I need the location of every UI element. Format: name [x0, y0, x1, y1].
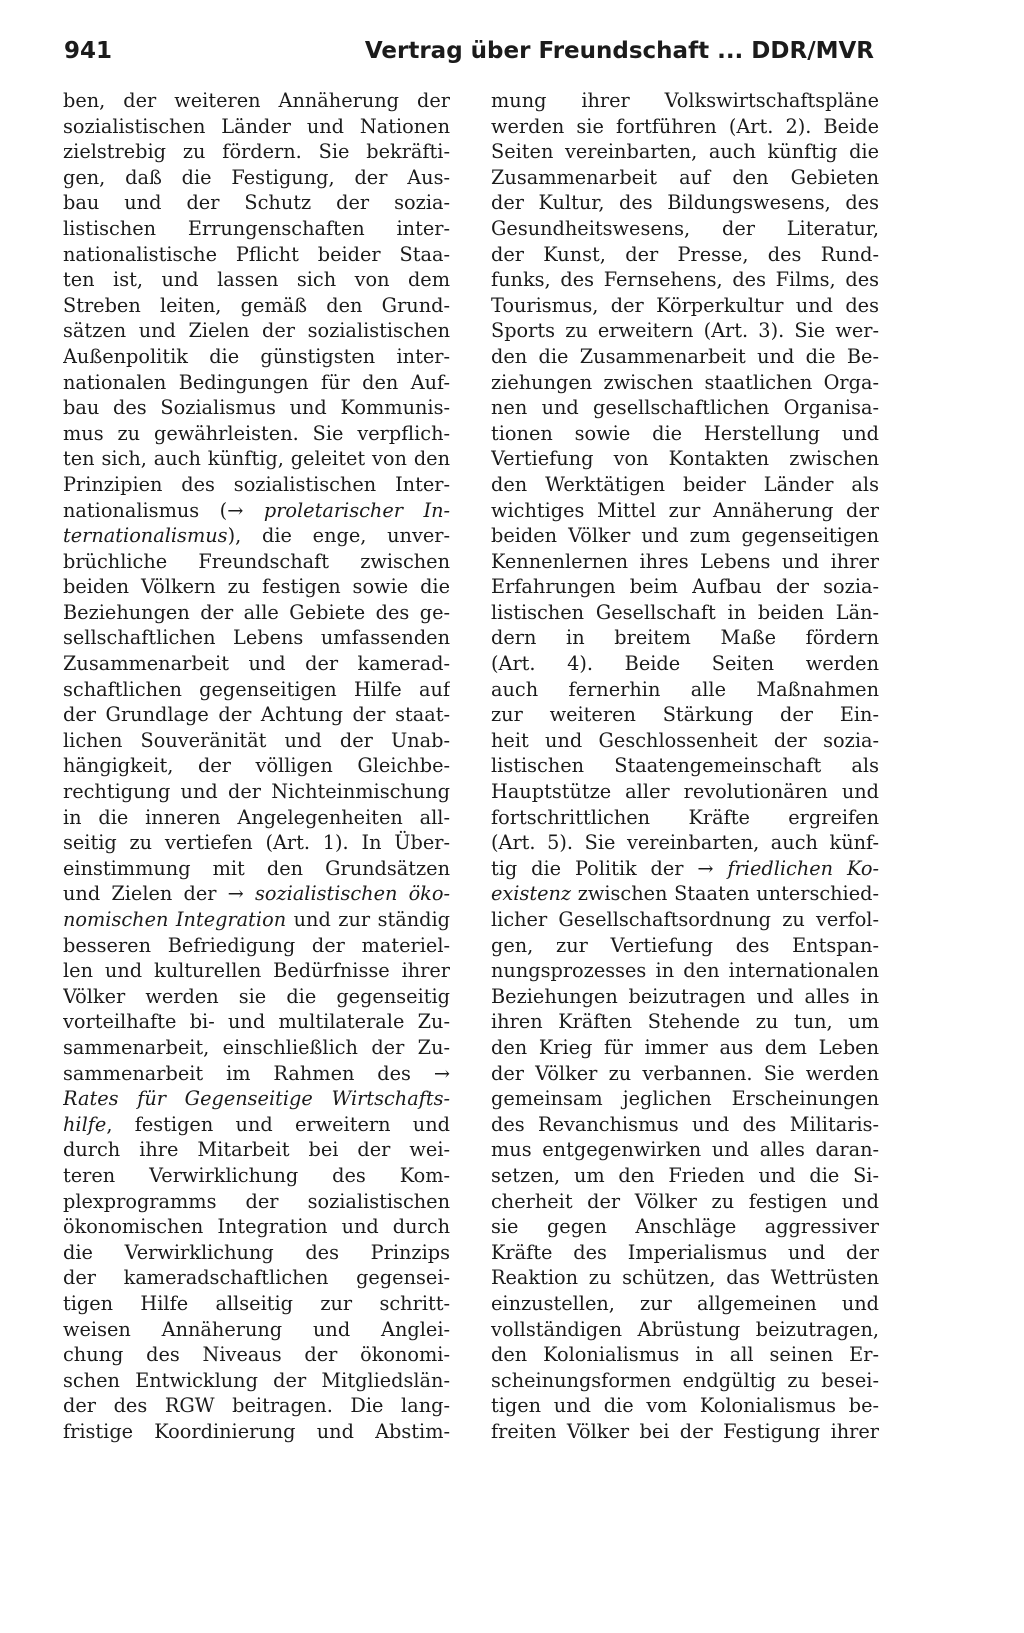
line-text: einzustellen, zur allgemeinen und	[491, 1291, 879, 1315]
text-line	[491, 1061, 879, 1087]
text-line	[491, 472, 879, 498]
line-text: setzen, um den Frieden und die Si-	[491, 1163, 879, 1187]
line-text: hängigkeit, der völligen Gleichbe-	[63, 754, 450, 778]
text-line	[491, 958, 879, 984]
text-line	[491, 1189, 879, 1215]
line-text: beiden Völkern zu festigen sowie die	[63, 575, 450, 599]
text-line	[63, 1317, 450, 1343]
text-line	[63, 984, 450, 1010]
line-text: Zusammenarbeit und der kamerad-	[63, 652, 450, 676]
text-line	[63, 216, 450, 242]
line-text: fristige Koordinierung und Abstim-	[63, 1419, 450, 1443]
text-line	[491, 881, 879, 907]
line-text: der Grundlage der Achtung der staat-	[63, 703, 450, 727]
line-text: Sports zu erweitern (Art. 3). Sie wer-	[491, 319, 879, 343]
text-line	[63, 1163, 450, 1189]
text-line	[491, 1112, 879, 1138]
text-line	[491, 1240, 879, 1266]
line-text: len und kulturellen Bedürfnisse ihrer	[63, 959, 450, 983]
line-text: tig die Politik der	[491, 856, 698, 880]
line-text: Außenpolitik die günstigsten inter-	[63, 344, 450, 368]
line-text: mung ihrer Volkswirtschaftspläne	[491, 89, 879, 112]
line-text: gen, zur Vertiefung des Entspan-	[491, 933, 879, 957]
text-line	[63, 1214, 450, 1240]
text-line	[63, 779, 450, 805]
text-line	[63, 1291, 450, 1317]
cross-reference-arrow-icon: →	[697, 856, 714, 880]
line-text: funks, des Fernsehens, des Films, des	[491, 268, 879, 292]
cross-reference-arrow-icon: →	[227, 882, 244, 906]
line-text: sellschaftlichen Lebens umfassenden	[63, 626, 450, 650]
line-text: mus zu gewährleisten. Sie verpflich-	[63, 421, 450, 445]
text-line	[491, 370, 879, 396]
line-text: (Art. 5). Sie vereinbarten, auch künf-	[491, 831, 879, 855]
line-text: vorteilhafte bi- und multilaterale Zu-	[63, 1010, 450, 1034]
line-text: und Zielen der	[63, 882, 228, 906]
text-line	[491, 216, 879, 242]
text-line	[491, 1368, 879, 1394]
line-text: nationalismus (	[63, 498, 228, 522]
text-line	[491, 907, 879, 933]
text-line	[63, 88, 450, 114]
page-number: 941	[64, 38, 113, 64]
line-text: plexprogramms der sozialistischen	[63, 1189, 450, 1213]
text-line	[63, 933, 450, 959]
text-line	[63, 1035, 450, 1061]
line-text: sozialistischen Länder und Nationen	[63, 114, 450, 138]
text-line	[491, 344, 879, 370]
cross-reference-term: sozialistischen öko-	[243, 882, 450, 906]
line-text: scheinungsformen endgültig zu besei-	[491, 1368, 879, 1392]
text-line	[491, 651, 879, 677]
line-text: dern in breitem Maße fördern	[491, 626, 879, 650]
text-line	[63, 139, 450, 165]
line-text: der Völker zu verbannen. Sie werden	[491, 1061, 879, 1085]
text-line	[63, 625, 450, 651]
line-text: Beziehungen beizutragen und alles in	[491, 984, 879, 1008]
line-text: nationalen Bedingungen für den Auf-	[63, 370, 450, 394]
text-line	[63, 856, 450, 882]
line-text: zielstrebig zu fördern. Sie bekräfti-	[63, 140, 450, 164]
line-text: schaftlichen gegenseitigen Hilfe auf	[63, 677, 450, 701]
cross-reference-term: friedlichen Ko-	[713, 856, 879, 880]
cross-reference-term: ternationalismus	[63, 524, 228, 548]
line-text: den die Zusammenarbeit und die Be-	[491, 344, 879, 368]
text-line	[63, 600, 450, 626]
right-text-column	[491, 88, 879, 1444]
text-line	[63, 1265, 450, 1291]
text-line	[491, 779, 879, 805]
text-line	[63, 498, 450, 524]
line-text: Reaktion zu schützen, das Wettrüsten	[491, 1266, 879, 1290]
line-text: wichtiges Mittel zur Annäherung der	[491, 498, 879, 522]
line-text: durch ihre Mitarbeit bei der wei-	[63, 1138, 450, 1162]
text-line	[491, 1137, 879, 1163]
text-line	[63, 805, 450, 831]
text-line	[63, 1061, 450, 1087]
text-line	[63, 318, 450, 344]
text-line	[63, 1086, 450, 1112]
text-line	[63, 267, 450, 293]
cross-reference-term: hilfe	[63, 1112, 107, 1136]
line-text: weisen Annäherung und Anglei-	[63, 1317, 450, 1341]
text-line	[491, 1214, 879, 1240]
line-text: sie gegen Anschläge aggressiver	[491, 1215, 879, 1239]
text-line	[491, 1265, 879, 1291]
text-line	[63, 574, 450, 600]
text-line	[63, 395, 450, 421]
text-line	[63, 472, 450, 498]
text-line	[491, 1393, 879, 1419]
line-text: Völker werden sie die gegenseitig	[63, 984, 450, 1008]
line-text: nungsprozesses in den internationalen	[491, 959, 879, 983]
line-text: den Werktätigen beider Länder als	[491, 472, 879, 496]
text-line	[491, 728, 879, 754]
line-text: Vertiefung von Kontakten zwischen	[491, 447, 879, 471]
text-line	[63, 881, 450, 907]
text-line	[491, 549, 879, 575]
running-title: Vertrag über Freundschaft ... DDR/MVR	[364, 38, 874, 64]
line-text: sammenarbeit, einschließlich der Zu-	[63, 1035, 450, 1059]
text-line	[63, 114, 450, 140]
line-text: fortschrittlichen Kräfte ergreifen	[491, 805, 879, 829]
line-text: seitig zu vertiefen (Art. 1). In Über-	[63, 831, 450, 855]
text-line	[491, 1086, 879, 1112]
line-text: bau des Sozialismus und Kommunis-	[63, 396, 450, 420]
text-line	[63, 523, 450, 549]
line-text: der kameradschaftlichen gegensei-	[63, 1266, 450, 1290]
text-line	[491, 1419, 879, 1445]
text-line	[491, 1291, 879, 1317]
line-text: ben, der weiteren Annäherung der	[63, 89, 450, 112]
line-text: beiden Völker und zum gegenseitigen	[491, 524, 879, 548]
text-line	[63, 293, 450, 319]
text-line	[491, 165, 879, 191]
text-line	[491, 421, 879, 447]
page-header	[0, 38, 1024, 78]
line-text: mus entgegenwirken und alles daran-	[491, 1138, 879, 1162]
line-text: auch fernerhin alle Maßnahmen	[491, 677, 879, 701]
text-line	[491, 88, 879, 114]
text-line	[63, 830, 450, 856]
text-line	[491, 856, 879, 882]
line-text: lichen Souveränität und der Unab-	[63, 728, 450, 752]
line-text: zwischen Staaten unterschied-	[571, 882, 879, 906]
text-line	[63, 1009, 450, 1035]
line-text: den Krieg für immer aus dem Leben	[491, 1035, 879, 1059]
text-line	[491, 753, 879, 779]
line-text: chung des Niveaus der ökonomi-	[63, 1343, 450, 1367]
line-text: schen Entwicklung der Mitgliedslän-	[63, 1368, 450, 1392]
line-text: nen und gesellschaftlichen Organisa-	[491, 396, 879, 420]
text-line	[491, 293, 879, 319]
line-text: listischen Errungenschaften inter-	[63, 216, 450, 240]
line-text: vollständigen Abrüstung beizutragen,	[491, 1317, 879, 1341]
line-text: Kräfte des Imperialismus und der	[491, 1240, 879, 1264]
line-text: tigen Hilfe allseitig zur schritt-	[63, 1291, 450, 1315]
text-line	[63, 651, 450, 677]
text-line	[491, 984, 879, 1010]
text-line	[491, 242, 879, 268]
line-text: der Kunst, der Presse, des Rund-	[491, 242, 879, 266]
text-line	[63, 1137, 450, 1163]
text-line	[491, 1035, 879, 1061]
text-line	[491, 523, 879, 549]
text-line	[491, 1163, 879, 1189]
text-line	[63, 549, 450, 575]
cross-reference-term: existenz	[491, 882, 572, 906]
line-text: Seiten vereinbarten, auch künftig die	[491, 140, 879, 164]
line-text: bau und der Schutz der sozia-	[63, 191, 450, 215]
text-line	[63, 907, 450, 933]
line-text: Tourismus, der Körperkultur und des	[491, 293, 879, 317]
line-text: die Verwirklichung des Prinzips	[63, 1240, 450, 1264]
text-line	[63, 1112, 450, 1138]
text-line	[491, 1009, 879, 1035]
line-text: Zusammenarbeit auf den Gebieten	[491, 165, 879, 189]
line-text: ), die enge, unver-	[227, 524, 450, 548]
line-text: gen, daß die Festigung, der Aus-	[63, 165, 450, 189]
line-text: Prinzipien des sozialistischen Inter-	[63, 472, 450, 496]
text-line	[491, 574, 879, 600]
text-line	[63, 728, 450, 754]
line-text: Beziehungen der alle Gebiete des ge-	[63, 600, 450, 624]
text-line	[491, 677, 879, 703]
line-text: Kennenlernen ihres Lebens und ihrer	[491, 549, 879, 573]
line-text: ökonomischen Integration und durch	[63, 1215, 450, 1239]
left-text-column	[63, 88, 450, 1444]
text-line	[491, 625, 879, 651]
text-line	[491, 114, 879, 140]
line-text: in die inneren Angelegenheiten all-	[63, 805, 450, 829]
line-text: listischen Gesellschaft in beiden Län-	[491, 600, 879, 624]
line-text: listischen Staatengemeinschaft als	[491, 754, 879, 778]
line-text: ihren Kräften Stehende zu tun, um	[491, 1010, 879, 1034]
line-text: der des RGW beitragen. Die lang-	[63, 1394, 450, 1418]
text-line	[63, 1189, 450, 1215]
text-line	[63, 344, 450, 370]
line-text: Streben leiten, gemäß den Grund-	[63, 293, 450, 317]
line-text: ziehungen zwischen staatlichen Orga-	[491, 370, 879, 394]
line-text: freiten Völker bei der Festigung ihrer	[491, 1419, 879, 1443]
text-line	[491, 498, 879, 524]
line-text: und zur ständig	[286, 908, 450, 931]
text-line	[63, 190, 450, 216]
text-line	[63, 1342, 450, 1368]
text-line	[63, 1419, 450, 1445]
cross-reference-term: proletarischer In-	[243, 498, 450, 522]
line-text: der Kultur, des Bildungswesens, des	[491, 191, 879, 215]
line-text: sammenarbeit im Rahmen des	[63, 1061, 434, 1085]
text-line	[63, 1393, 450, 1419]
line-text: tigen und die vom Kolonialismus be-	[491, 1394, 879, 1418]
text-line	[63, 242, 450, 268]
text-line	[491, 933, 879, 959]
text-line	[491, 805, 879, 831]
text-line	[63, 702, 450, 728]
line-text: werden sie fortführen (Art. 2). Beide	[491, 114, 879, 138]
cross-reference-arrow-icon: →	[433, 1061, 450, 1085]
cross-reference-arrow-icon: →	[227, 498, 244, 522]
text-line	[63, 753, 450, 779]
text-line	[63, 165, 450, 191]
text-line	[63, 370, 450, 396]
text-line	[491, 318, 879, 344]
line-text: Hauptstütze aller revolutionären und	[491, 780, 879, 804]
line-text: teren Verwirklichung des Kom-	[63, 1163, 450, 1187]
text-line	[491, 600, 879, 626]
cross-reference-term: Rates für Gegenseitige Wirtschafts-	[63, 1087, 450, 1111]
line-text: den Kolonialismus in all seinen Er-	[491, 1343, 879, 1367]
line-text: Gesundheitswesens, der Literatur,	[491, 216, 879, 240]
text-line	[63, 421, 450, 447]
text-line	[491, 267, 879, 293]
text-line	[491, 702, 879, 728]
line-text: gemeinsam jeglichen Erscheinungen	[491, 1087, 879, 1111]
line-text: brüchliche Freundschaft zwischen	[63, 549, 450, 573]
line-text: besseren Befriedigung der materiel-	[63, 933, 450, 957]
line-text: des Revanchismus und des Militaris-	[491, 1112, 879, 1136]
line-text: (Art. 4). Beide Seiten werden	[491, 652, 879, 676]
text-line	[491, 139, 879, 165]
cross-reference-term: nomischen Integration	[63, 908, 287, 931]
text-line	[491, 190, 879, 216]
line-text: Erfahrungen beim Aufbau der sozia-	[491, 575, 879, 599]
text-line	[491, 395, 879, 421]
line-text: zur weiteren Stärkung der Ein-	[491, 703, 879, 727]
text-line	[63, 677, 450, 703]
line-text: sätzen und Zielen der sozialistischen	[63, 319, 450, 343]
text-line	[491, 830, 879, 856]
text-line	[491, 1317, 879, 1343]
text-line	[63, 1240, 450, 1266]
line-text: heit und Geschlossenheit der sozia-	[491, 728, 879, 752]
text-line	[63, 958, 450, 984]
text-line	[63, 1368, 450, 1394]
line-text: nationalistische Pflicht beider Staa-	[63, 242, 450, 266]
line-text: tionen sowie die Herstellung und	[491, 421, 879, 445]
text-line	[491, 1342, 879, 1368]
line-text: ten sich, auch künftig, geleitet von den	[63, 447, 450, 471]
line-text: einstimmung mit den Grundsätzen	[63, 856, 450, 880]
text-line	[63, 446, 450, 472]
line-text: licher Gesellschaftsordnung zu verfol-	[491, 908, 879, 931]
line-text: cherheit der Völker zu festigen und	[491, 1189, 879, 1213]
line-text: , festigen und erweitern und	[106, 1112, 450, 1136]
line-text: ten ist, und lassen sich von dem	[63, 268, 450, 292]
line-text: rechtigung und der Nichteinmischung	[63, 780, 450, 804]
text-line	[491, 446, 879, 472]
